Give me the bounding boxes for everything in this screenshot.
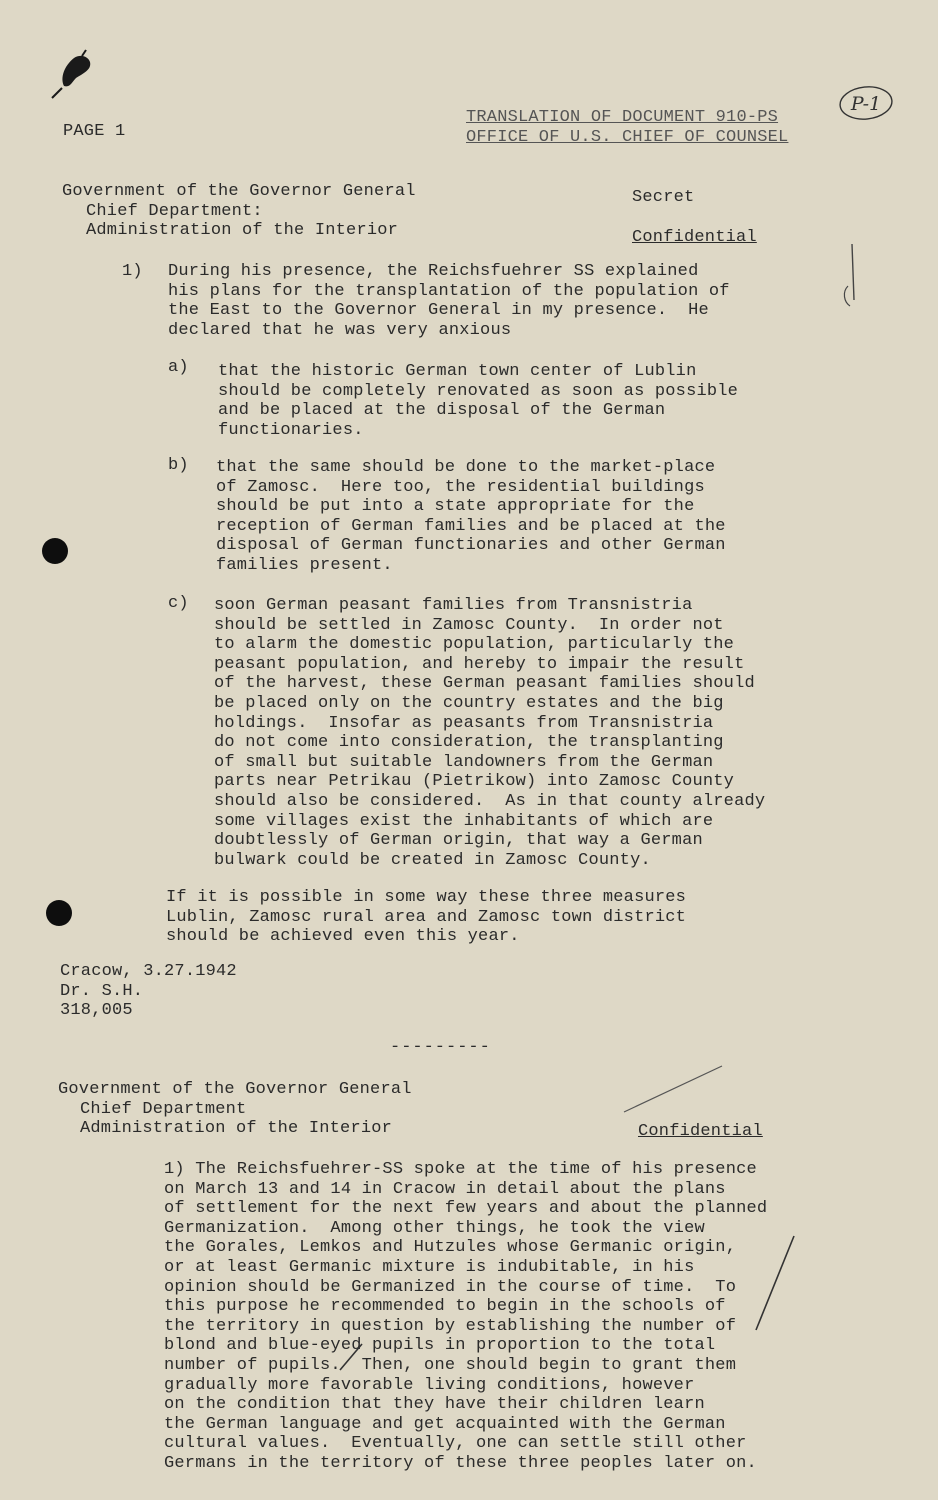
text-line: his plans for the transplantation of the population of [168, 281, 730, 301]
text-line: declared that he was very anxious [168, 320, 512, 340]
text-line: doubtlessly of German origin, that way a German [214, 831, 703, 851]
text-line: and be placed at the disposal of the German [218, 401, 666, 421]
office-header: OFFICE OF U.S. CHIEF OF COUNSEL [466, 128, 789, 147]
text-line: disposal of German functionaries and other German [216, 536, 726, 556]
ink-blot-mark [42, 48, 98, 104]
sign-line: 318,005 [60, 1001, 133, 1021]
text-line: families present. [216, 555, 393, 575]
section-divider: --------- [390, 1038, 491, 1057]
closing-paragraph [166, 888, 686, 947]
org-line: Chief Department [80, 1099, 247, 1119]
confidential-label: Confidential [632, 228, 757, 247]
section2-org-block [58, 1080, 412, 1139]
pencil-slash-mark [750, 1230, 800, 1340]
text-line: functionaries. [218, 420, 364, 440]
text-line: of small but suitable landowners from the German [214, 752, 714, 772]
text-line: should be achieved even this year. [166, 927, 520, 947]
text-line: should be settled in Zamosc County. In order not [214, 615, 724, 635]
text-line: should be completely renovated as soon as possible [218, 381, 739, 401]
sign-line: Dr. S.H. [60, 981, 144, 1001]
item-a-paragraph [218, 362, 738, 440]
pencil-stroke-mark [618, 1060, 728, 1120]
translation-header: TRANSLATION OF DOCUMENT 910-PS [466, 108, 779, 127]
text-line: cultural values. Eventually, one can settle still other [164, 1434, 747, 1454]
text-line: on March 13 and 14 in Cracow in detail about the plans [164, 1179, 726, 1199]
text-line: Lublin, Zamosc rural area and Zamosc town district [166, 907, 687, 927]
punch-hole [46, 900, 72, 926]
text-line: If it is possible in some way these three measures [166, 888, 687, 907]
pencil-slash-mark-2 [336, 1340, 366, 1374]
org-line: Administration of the Interior [80, 1119, 393, 1139]
text-line: of Zamosc. Here too, the residential buildings [216, 477, 705, 497]
item1-number: 1) [122, 262, 143, 281]
text-line: opinion should be Germanized in the course of time. To [164, 1277, 737, 1297]
item-b-paragraph [216, 458, 726, 576]
text-line: reception of German families and be placed at the [216, 516, 726, 536]
secret-label: Secret [632, 188, 695, 207]
text-line: the Gorales, Lemkos and Hutzules whose Germanic origin, [164, 1238, 737, 1258]
text-line: to alarm the domestic population, particularly the [214, 635, 735, 655]
text-line: bulwark could be created in Zamosc County. [214, 850, 651, 870]
text-line: 1) The Reichsfuehrer-SS spoke at the time of his presence [164, 1160, 757, 1179]
text-line: holdings. Insofar as peasants from Transnistria [214, 713, 714, 733]
text-line: be placed only on the country estates and the big [214, 693, 724, 713]
text-line: soon German peasant families from Transnistria [214, 596, 693, 615]
text-line: of the harvest, these German peasant families should [214, 674, 755, 694]
text-line: that the historic German town center of Lublin [218, 362, 697, 381]
text-line: Germans in the territory of these three peoples later on. [164, 1453, 757, 1473]
page-label: PAGE 1 [63, 122, 126, 141]
text-line: During his presence, the Reichsfuehrer SS explained [168, 262, 699, 281]
text-line: gradually more favorable living conditions, however [164, 1375, 695, 1395]
text-line: the German language and get acquainted with the German [164, 1414, 726, 1434]
text-line: do not come into consideration, the transplanting [214, 733, 724, 753]
confidential-label-2: Confidential [638, 1122, 763, 1141]
text-line: should also be considered. As in that county already [214, 791, 766, 811]
item-a-label: a) [168, 358, 189, 377]
item-c-paragraph [214, 596, 765, 870]
section1-org-block [62, 182, 416, 241]
text-line: Germanization. Among other things, he took the view [164, 1218, 705, 1238]
section2-paragraph [164, 1160, 767, 1474]
handwritten-stamp [838, 84, 896, 122]
signature-block [60, 962, 237, 1021]
text-line: parts near Petrikau (Pietrikow) into Zamosc County [214, 772, 735, 792]
text-line: this purpose he recommended to begin in the schools of [164, 1297, 726, 1317]
margin-stroke-mark [838, 240, 862, 310]
text-line: some villages exist the inhabitants of which are [214, 811, 714, 831]
text-line: of settlement for the next few years and about the planned [164, 1199, 768, 1219]
text-line: blond and blue-eyed pupils in proportion to the total [164, 1336, 716, 1356]
org-line: Chief Department: [86, 201, 263, 221]
org-line: Government of the Governor General [58, 1080, 412, 1099]
text-line: should be put into a state appropriate for the [216, 497, 695, 517]
org-line: Government of the Governor General [62, 182, 416, 201]
text-line: peasant population, and hereby to impair the result [214, 654, 745, 674]
text-line: that the same should be done to the market-place [216, 458, 716, 477]
sign-line: Cracow, 3.27.1942 [60, 962, 237, 981]
text-line: or at least Germanic mixture is indubitable, in his [164, 1257, 695, 1277]
org-line: Administration of the Interior [86, 221, 399, 241]
text-line: number of pupils. Then, one should begin to grant them [164, 1355, 737, 1375]
text-line: on the condition that they have their children learn [164, 1395, 705, 1415]
stamp-text: P-1 [850, 93, 882, 115]
text-line: the East to the Governor General in my presence. He [168, 301, 709, 321]
item-b-label: b) [168, 456, 189, 475]
item-c-label: c) [168, 594, 189, 613]
text-line: the territory in question by establishing the number of [164, 1316, 737, 1336]
item1-paragraph [168, 262, 730, 340]
punch-hole [42, 538, 68, 564]
